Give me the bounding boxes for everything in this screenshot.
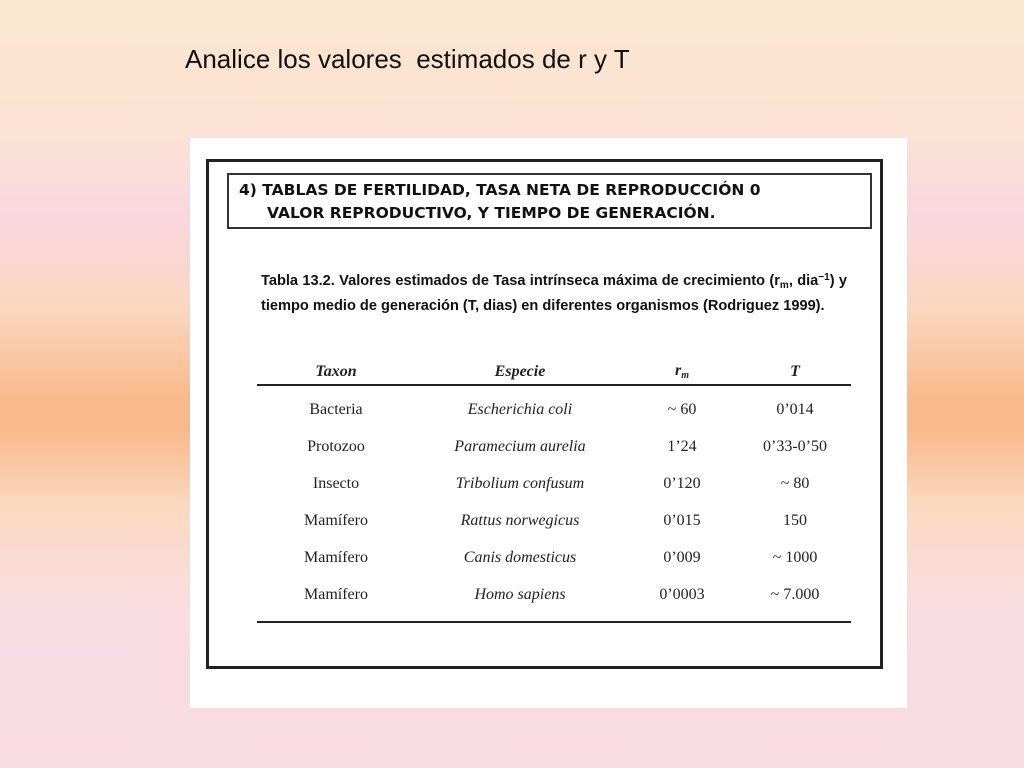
cell-t: ~ 7.000 [770, 585, 820, 603]
cell-especie: Homo sapiens [474, 585, 566, 603]
cell-r: 1’24 [667, 437, 697, 455]
table-row [257, 539, 851, 576]
cell-taxon: Mamífero [304, 511, 368, 529]
caption-sup: −1 [818, 272, 830, 283]
cell-taxon: Insecto [312, 474, 360, 492]
caption-part1: Tabla 13.2. Valores estimados de Tasa intrínseca máxima de crecimiento (r [261, 273, 780, 289]
section-heading-line1: 4) TABLAS DE FERTILIDAD, TASA NETA DE REPRODUCCIÓN 0 [239, 181, 761, 199]
document-frame [206, 159, 883, 669]
cell-especie: Canis domesticus [463, 548, 577, 566]
table-bottom-rule [257, 621, 851, 623]
cell-r: 0’120 [663, 474, 701, 492]
caption-part2: , dia [788, 273, 819, 289]
caption-sub-m: m [779, 280, 789, 291]
cell-r: ~ 60 [667, 400, 697, 418]
cell-t: 0’33-0’50 [763, 437, 827, 455]
cell-especie: Tribolium confusum [455, 474, 585, 492]
table-row [257, 428, 851, 465]
cell-especie: Paramecium aurelia [454, 437, 586, 455]
cell-r: 0’009 [663, 548, 701, 566]
cell-taxon: Mamífero [304, 585, 368, 603]
header-t: T [790, 362, 800, 380]
table-caption [261, 267, 847, 317]
table-row [257, 502, 851, 539]
cell-taxon: Mamífero [304, 548, 368, 566]
header-r-letter: r [674, 362, 682, 379]
cell-especie: Rattus norwegicus [460, 511, 580, 529]
cell-t: ~ 80 [780, 474, 810, 492]
cell-r: 0’0003 [659, 585, 705, 603]
cell-t: 0’014 [776, 400, 814, 418]
header-r-sub: m [681, 370, 689, 381]
header-especie: Especie [494, 362, 546, 380]
data-table [257, 358, 851, 613]
table-header-row [257, 358, 851, 385]
table-row [257, 385, 851, 428]
section-heading [227, 173, 872, 229]
slide-title: Analice los valores estimados de r y T [185, 44, 630, 74]
table-row [257, 465, 851, 502]
table-row [257, 576, 851, 613]
section-heading-line2: VALOR REPRODUCTIVO, Y TIEMPO DE GENERACIÓN. [267, 204, 716, 222]
cell-r: 0’015 [663, 511, 701, 529]
header-taxon: Taxon [315, 362, 357, 380]
caption-part3: ) y tiempo medio de generación (T, dias) en diferentes organismos (Rodriguez 1999). [261, 273, 848, 314]
cell-taxon: Protozoo [307, 437, 365, 455]
cell-especie: Escherichia coli [467, 400, 573, 418]
header-r [625, 358, 739, 385]
cell-t: ~ 1000 [772, 548, 818, 566]
cell-t: 150 [783, 511, 807, 529]
document-image [190, 138, 907, 708]
cell-taxon: Bacteria [309, 400, 363, 418]
